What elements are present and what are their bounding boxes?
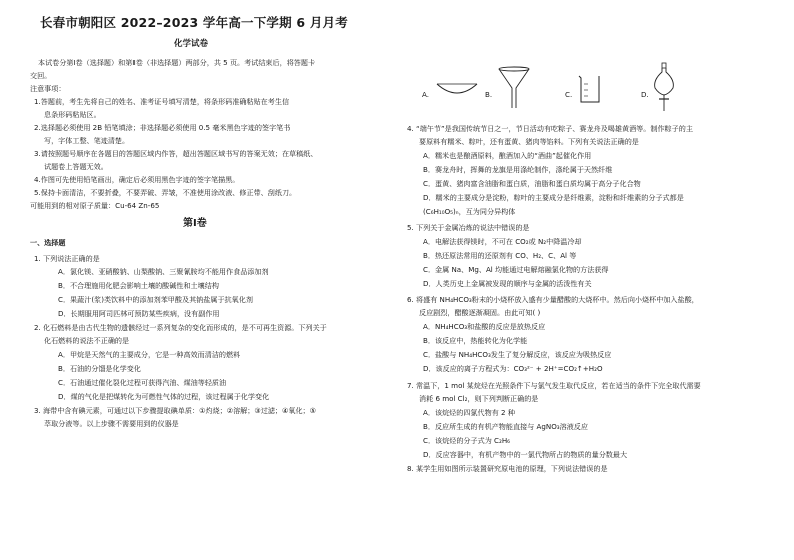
q5-option-b: B．热还原法常用的还原剂有 CO、H₂、C、Al 等 (423, 251, 577, 260)
q2-option-c: C．石油通过催化裂化过程可获得汽油、煤油等轻质油 (58, 378, 227, 387)
q4-option-c: C．蛋黄、猪肉富含油脂和蛋白质，油脂和蛋白质均属于高分子化合物 (423, 179, 641, 188)
q5-option-c: C．金属 Na、Mg、Al 均能通过电解熔融氯化物的方法获得 (423, 265, 609, 274)
q6-option-b: B．该反应中，热能转化为化学能 (423, 336, 528, 345)
notice-2a: 2.选择题必须使用 2B 铅笔填涂；非选择题必须使用 0.5 毫米黑色字迹的签字笔书 (34, 123, 291, 132)
q4-option-d-2: (C₆H₁₀O₅)ₙ，互为同分异构体 (423, 207, 516, 216)
notice-4: 4.作图可先使用铅笔画出，确定后必须用黑色字迹的签字笔描黑。 (34, 175, 240, 184)
notice-5: 5.保持卡面清洁，不要折叠，不要弄破、弄皱，不准使用涂改液、修正带、刮纸刀。 (34, 188, 297, 197)
q1-option-b: B．不合理施用化肥会影响土壤的酸碱性和土壤结构 (58, 281, 219, 290)
q6-option-c: C．盐酸与 NH₄HCO₃发生了复分解反应，该反应为吸热反应 (423, 350, 612, 359)
exam-title: 长春市朝阳区 2022–2023 学年高一下学期 6 月月考 (40, 15, 348, 30)
q1-option-a: A．氯化镁、亚硝酸钠、山梨酸钠、三聚氰胺均不能用作食品添加剂 (58, 267, 269, 276)
intro-line-2: 交回。 (30, 71, 52, 80)
evaporating-dish-icon (435, 80, 479, 100)
q4-stem-2: 要原料有糯米、粽叶，还有蛋黄、猪肉等馅料。下列有关说法正确的是 (419, 137, 639, 146)
apparatus-a-label: A. (422, 90, 429, 99)
q5-stem: 5. 下列关于金属冶炼的说法中错误的是 (407, 223, 530, 232)
q6-stem-1: 6. 将盛有 NH₄HCO₃粉末的小烧杯放入盛有少量醋酸的大烧杯中。然后向小烧杯中加入盐酸， (407, 295, 699, 304)
q3-stem-2: 萃取分液等。以上步骤不需要用到的仪器是 (44, 419, 179, 428)
q5-option-a: A．电解法获得镁时，不可在 CO₂或 N₂中降温冷却 (423, 237, 582, 246)
apparatus-c-label: C. (565, 90, 573, 99)
apparatus-d-label: D. (641, 90, 649, 99)
notice-3a: 3.请按照题号顺序在各题目的答题区域内作答，超出答题区域书写的答案无效；在草稿纸、 (34, 149, 318, 158)
q7-option-a: A．该烷烃的四氯代物有 2 种 (423, 408, 515, 417)
q2-stem-2: 化石燃料的说法不正确的是 (44, 336, 130, 345)
notice-3b: 试题卷上答题无效。 (44, 162, 108, 171)
q3-stem-1: 3. 海带中含有碘元素，可通过以下步骤提取碘单质：①灼烧；②溶解；③过滤；④氧化；⑤ (34, 406, 317, 415)
volume-title: 第Ⅰ卷 (183, 218, 207, 229)
funnel-icon (497, 66, 531, 110)
q4-stem-1: 4. “端午节”是我国传统节日之一，节日活动有吃粽子、赛龙舟及喝雄黄酒等。制作粽子的主 (407, 124, 693, 133)
q6-option-d: D．该反应的离子方程式为：CO₃²⁻ + 2H⁺=CO₂↑+H₂O (423, 364, 603, 373)
intro-line-1: 本试卷分第Ⅰ卷（选择题）和第Ⅱ卷（非选择题）两部分，共 5 页。考试结束后，将答题卡 (38, 58, 316, 67)
q4-option-b: B．赛龙舟时，挥舞的龙旗是用涤纶制作，涤纶属于天然纤维 (423, 165, 613, 174)
notice-2b: 写，字体工整、笔迹清楚。 (44, 136, 130, 145)
q1-option-d: D．长期服用阿司匹林可预防某些疾病，没有副作用 (58, 309, 220, 318)
q2-option-b: B．石油的分馏是化学变化 (58, 364, 141, 373)
separatory-funnel-icon (651, 62, 677, 112)
apparatus-b-label: B. (485, 90, 493, 99)
q2-option-d: D．煤的气化是把煤转化为可燃性气体的过程，该过程属于化学变化 (58, 392, 270, 401)
q7-stem-1: 7. 常温下，1 mol 某烷烃在光照条件下与氯气发生取代反应，若在适当的条件下完全取代需要 (407, 381, 701, 390)
q5-option-d: D．人类历史上金属被发现的顺序与金属的活泼性有关 (423, 279, 592, 288)
notice-1a: 1.答题前，考生先将自己的姓名、准考证号填写清楚，将条形码准确粘贴在考生信 (34, 97, 290, 106)
exam-subtitle: 化学试卷 (174, 39, 209, 49)
q6-option-a: A．NH₄HCO₃和盐酸的反应是放热反应 (423, 322, 546, 331)
q2-stem-1: 2. 化石燃料是由古代生物的遗骸经过一系列复杂的变化而形成的，是不可再生资源。下列关于 (34, 323, 327, 332)
q7-option-b: B．反应所生成的有机产物能直接与 AgNO₃溶液反应 (423, 422, 588, 431)
q1-option-c: C．果蔬汁(浆)类饮料中的添加剂苯甲酸及其钠盐属于抗氧化剂 (58, 295, 253, 304)
q7-option-d: D．反应容器中，有机产物中的一氯代物所占的物质的量分数最大 (423, 450, 628, 459)
q1-stem: 1. 下列说法正确的是 (34, 254, 100, 263)
beaker-icon (577, 74, 603, 104)
notice-1b: 息条形码粘贴区。 (44, 110, 101, 119)
q7-stem-2: 消耗 6 mol Cl₂，则下列判断正确的是 (419, 394, 539, 403)
atomic-mass: 可能用到的相对原子质量：Cu-64 Zn-65 (30, 201, 160, 210)
q4-option-a: A．糯米也是酿酒原料，酿酒加入的“酒曲”起催化作用 (423, 151, 592, 160)
q7-option-c: C．该烷烃的分子式为 C₂H₆ (423, 436, 511, 445)
q6-stem-2: 反应剧烈，醋酸逐渐凝固。由此可知( ) (419, 308, 541, 317)
q4-option-d-1: D．糯米的主要成分是淀粉，粽叶的主要成分是纤维素，淀粉和纤维素的分子式都是 (423, 193, 684, 202)
q2-option-a: A．甲烷是天然气的主要成分，它是一种高效而清洁的燃料 (58, 350, 241, 359)
q8-stem: 8. 某学生用如图所示装置研究原电池的原理，下列说法错误的是 (407, 464, 608, 473)
notice-heading: 注意事项： (30, 84, 66, 93)
section-title: 一、选择题 (30, 238, 66, 247)
